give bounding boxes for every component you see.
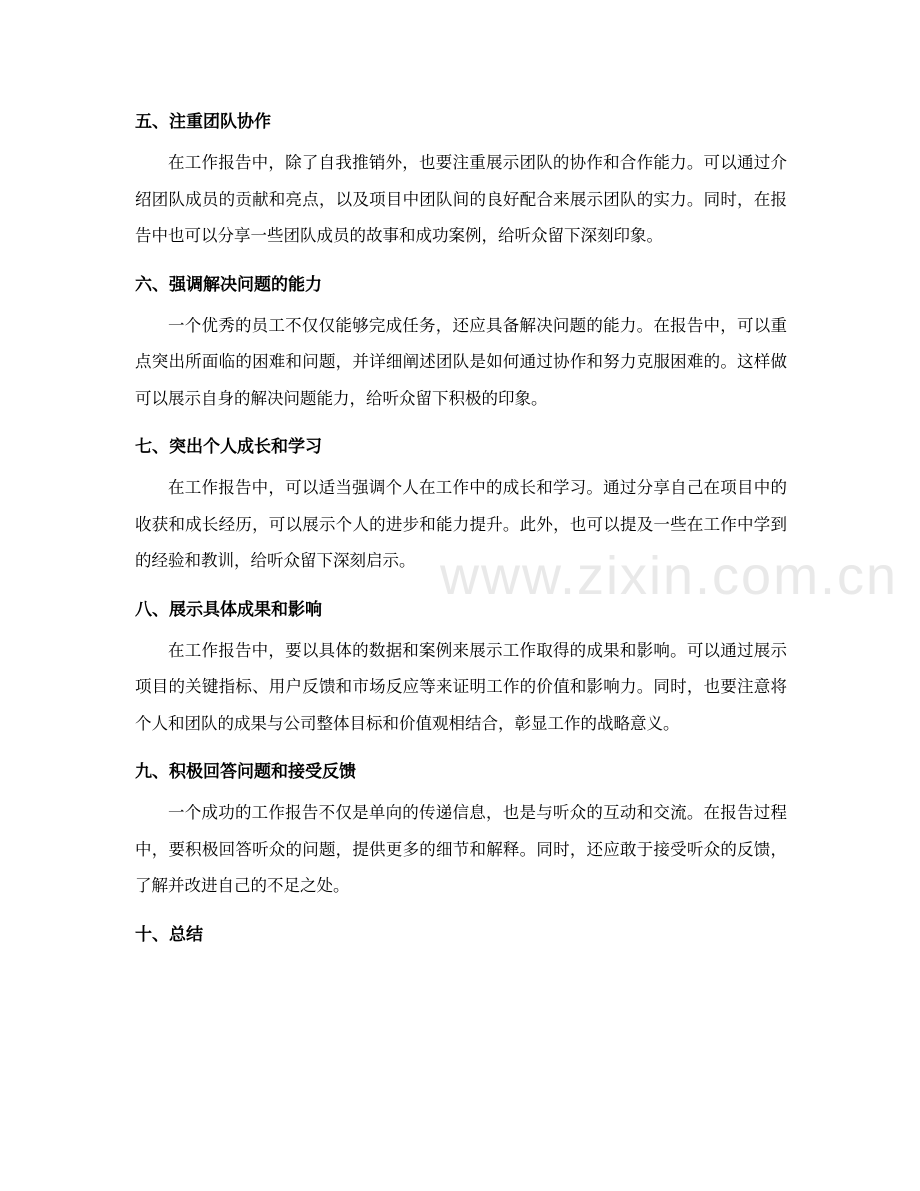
- section-heading: 九、积极回答问题和接受反馈: [135, 762, 356, 782]
- section-10: [135, 923, 787, 947]
- section-5: [135, 110, 787, 255]
- section-heading: 八、展示具体成果和影响: [135, 599, 322, 620]
- section-7: [135, 435, 787, 580]
- section-paragraph: 在工作报告中，要以具体的数据和案例来展示工作取得的成果和影响。可以通过展示项目的关键指标、用户反馈和市场反应等来证明工作的价值和影响力。同时，也要注意将个人和团队的成果与公司整体目标和价值观相结合，彰显工作的战略意义。: [135, 640, 787, 733]
- section-heading: 六、强调解决问题的能力: [135, 274, 322, 295]
- section-paragraph: 一个优秀的员工不仅仅能够完成任务，还应具备解决问题的能力。在报告中，可以重点突出所面临的困难和问题，并详细阐述团队是如何通过协作和努力克服困难的。这样做可以展示自身的解决问题能力，给听众留下积极的印象。: [135, 315, 787, 408]
- section-paragraph: 在工作报告中，可以适当强调个人在工作中的成长和学习。通过分享自己在项目中的收获和成长经历，可以展示个人的进步和能力提升。此外，也可以提及一些在工作中学到的经验和教训，给听众留下深刻启示。: [135, 478, 787, 570]
- watermark: www.zixin.com.cn: [440, 546, 899, 606]
- section-paragraph: 一个成功的工作报告不仅是单向的传递信息，也是与听众的互动和交流。在报告过程中，要积极回答听众的问题，提供更多的细节和解释。同时，还应敢于接受听众的反馈，了解并改进自己的不足之处。: [135, 803, 787, 895]
- section-9: [135, 760, 787, 905]
- section-heading: 五、注重团队协作: [135, 112, 271, 132]
- section-8: [135, 598, 787, 743]
- section-heading: 十、总结: [135, 924, 203, 945]
- section-6: [135, 273, 787, 418]
- document-body: [135, 100, 787, 947]
- section-heading: 七、突出个人成长和学习: [135, 437, 322, 457]
- section-paragraph: 在工作报告中，除了自我推销外，也要注重展示团队的协作和合作能力。可以通过介绍团队成员的贡献和亮点，以及项目中团队间的良好配合来展示团队的实力。同时，在报告中也可以分享一些团队成员的故事和成功案例，给听众留下深刻印象。: [135, 153, 787, 245]
